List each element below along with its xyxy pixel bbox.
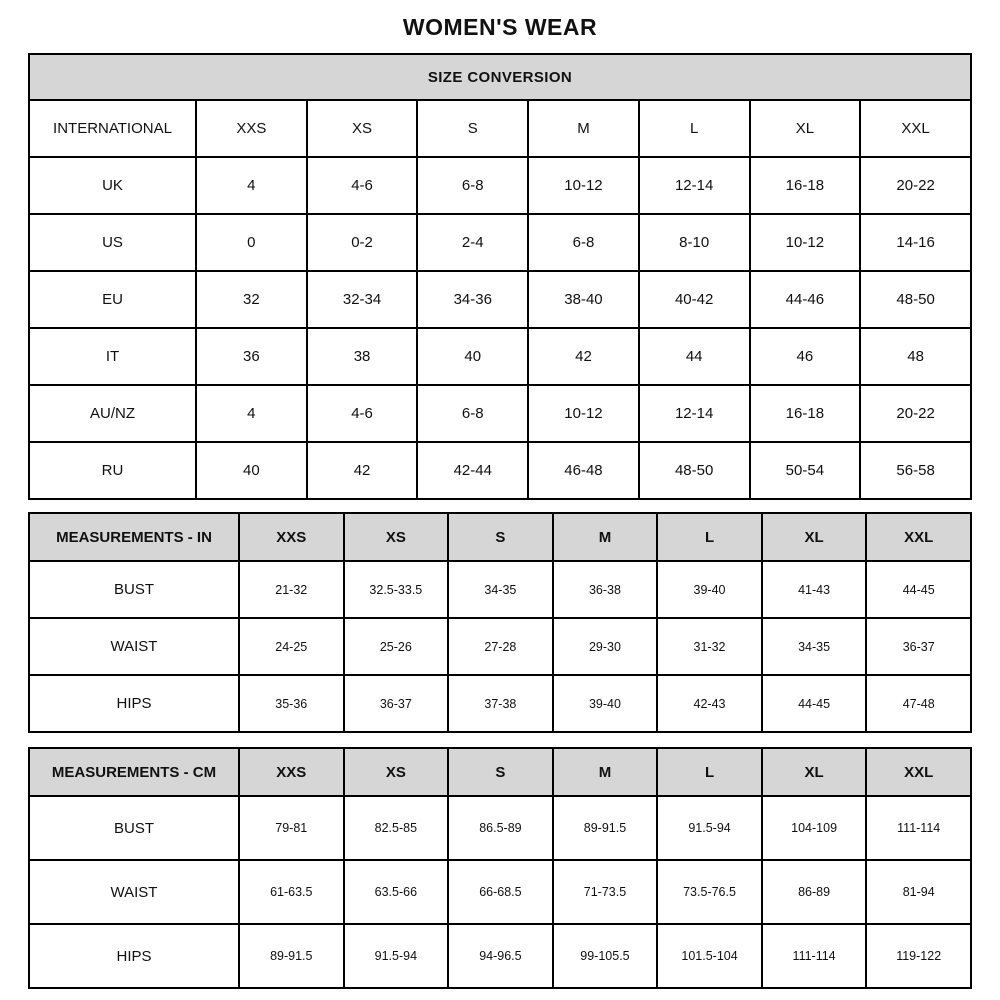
cell-value: 14-16 <box>860 214 971 271</box>
table-title-row <box>29 54 971 100</box>
cell-value: 38-40 <box>528 271 639 328</box>
cell-value: 39-40 <box>657 561 762 618</box>
cell-value: 50-54 <box>750 442 861 499</box>
page-title: WOMEN'S WEAR <box>402 14 598 40</box>
size-header: XXS <box>239 513 344 561</box>
cell-value: 10-12 <box>750 214 861 271</box>
size-header: L <box>657 513 762 561</box>
cell-value: 20-22 <box>860 157 971 214</box>
cell-value: 0-2 <box>307 214 418 271</box>
cell-value: 44-45 <box>866 561 971 618</box>
cell-value: 34-35 <box>762 618 867 675</box>
cell-value: 38 <box>307 328 418 385</box>
row-label: WAIST <box>29 860 239 924</box>
cell-value: 16-18 <box>750 157 861 214</box>
measurements-cm-header-row <box>29 748 971 796</box>
cell-value: 44-46 <box>750 271 861 328</box>
cell-value: 0 <box>196 214 307 271</box>
cell-value: 61-63.5 <box>239 860 344 924</box>
table-row <box>29 328 971 385</box>
column-header: XS <box>307 100 418 157</box>
cell-value: 119-122 <box>866 924 971 988</box>
row-label: IT <box>29 328 196 385</box>
cell-value: 31-32 <box>657 618 762 675</box>
cell-value: 82.5-85 <box>344 796 449 860</box>
cell-value: 6-8 <box>528 214 639 271</box>
size-guide-page <box>28 0 972 989</box>
cell-value: 29-30 <box>553 618 658 675</box>
cell-value: 63.5-66 <box>344 860 449 924</box>
cell-value: 46 <box>750 328 861 385</box>
cell-value: 48-50 <box>639 442 750 499</box>
row-label: UK <box>29 157 196 214</box>
cell-value: 73.5-76.5 <box>657 860 762 924</box>
cell-value: 39-40 <box>553 675 658 732</box>
cell-value: 4 <box>196 157 307 214</box>
row-label: HIPS <box>29 924 239 988</box>
row-label: RU <box>29 442 196 499</box>
cell-value: 32-34 <box>307 271 418 328</box>
size-header: XL <box>762 513 867 561</box>
table-row <box>29 796 971 860</box>
row-label: US <box>29 214 196 271</box>
row-label: EU <box>29 271 196 328</box>
cell-value: 101.5-104 <box>657 924 762 988</box>
cell-value: 89-91.5 <box>553 796 658 860</box>
row-label: WAIST <box>29 618 239 675</box>
cell-value: 12-14 <box>639 157 750 214</box>
cell-value: 40-42 <box>639 271 750 328</box>
measurements-cm-title: MEASUREMENTS - CM <box>29 748 239 796</box>
table-row <box>29 442 971 499</box>
table-row <box>29 675 971 732</box>
size-conversion-table <box>28 53 972 500</box>
table-row <box>29 157 971 214</box>
measurements-in-title: MEASUREMENTS - IN <box>29 513 239 561</box>
cell-value: 20-22 <box>860 385 971 442</box>
size-header: XS <box>344 513 449 561</box>
table-row <box>29 618 971 675</box>
cell-value: 16-18 <box>750 385 861 442</box>
cell-value: 111-114 <box>866 796 971 860</box>
cell-value: 81-94 <box>866 860 971 924</box>
column-header: M <box>528 100 639 157</box>
cell-value: 86.5-89 <box>448 796 553 860</box>
cell-value: 44-45 <box>762 675 867 732</box>
cell-value: 10-12 <box>528 157 639 214</box>
cell-value: 32 <box>196 271 307 328</box>
column-header: L <box>639 100 750 157</box>
table-row <box>29 214 971 271</box>
measurements-in-body <box>29 561 971 732</box>
cell-value: 44 <box>639 328 750 385</box>
measurements-in-header-row <box>29 513 971 561</box>
measurements-cm-table <box>28 747 972 989</box>
row-label: HIPS <box>29 675 239 732</box>
cell-value: 42-44 <box>417 442 528 499</box>
size-header: S <box>448 748 553 796</box>
column-header: S <box>417 100 528 157</box>
cell-value: 8-10 <box>639 214 750 271</box>
cell-value: 48-50 <box>860 271 971 328</box>
cell-value: 91.5-94 <box>344 924 449 988</box>
table-row <box>29 271 971 328</box>
cell-value: 10-12 <box>528 385 639 442</box>
cell-value: 86-89 <box>762 860 867 924</box>
row-label: AU/NZ <box>29 385 196 442</box>
cell-value: 89-91.5 <box>239 924 344 988</box>
cell-value: 4 <box>196 385 307 442</box>
cell-value: 24-25 <box>239 618 344 675</box>
cell-value: 42-43 <box>657 675 762 732</box>
cell-value: 94-96.5 <box>448 924 553 988</box>
cell-value: 42 <box>528 328 639 385</box>
measurements-in-table <box>28 512 972 733</box>
cell-value: 34-35 <box>448 561 553 618</box>
table-row <box>29 385 971 442</box>
cell-value: 41-43 <box>762 561 867 618</box>
cell-value: 34-36 <box>417 271 528 328</box>
cell-value: 48 <box>860 328 971 385</box>
cell-value: 6-8 <box>417 385 528 442</box>
column-header: INTERNATIONAL <box>29 100 196 157</box>
size-header: XXL <box>866 513 971 561</box>
size-header: XXL <box>866 748 971 796</box>
size-header: L <box>657 748 762 796</box>
cell-value: 36-37 <box>866 618 971 675</box>
cell-value: 36-38 <box>553 561 658 618</box>
size-header: XXS <box>239 748 344 796</box>
cell-value: 111-114 <box>762 924 867 988</box>
cell-value: 21-32 <box>239 561 344 618</box>
cell-value: 27-28 <box>448 618 553 675</box>
cell-value: 12-14 <box>639 385 750 442</box>
cell-value: 79-81 <box>239 796 344 860</box>
size-header: XS <box>344 748 449 796</box>
size-conversion-body <box>29 157 971 499</box>
cell-value: 35-36 <box>239 675 344 732</box>
cell-value: 71-73.5 <box>553 860 658 924</box>
cell-value: 46-48 <box>528 442 639 499</box>
size-conversion-title: SIZE CONVERSION <box>29 54 971 100</box>
cell-value: 4-6 <box>307 157 418 214</box>
cell-value: 99-105.5 <box>553 924 658 988</box>
cell-value: 36 <box>196 328 307 385</box>
column-header: XXL <box>860 100 971 157</box>
size-header: M <box>553 513 658 561</box>
cell-value: 40 <box>196 442 307 499</box>
table-row <box>29 561 971 618</box>
row-label: BUST <box>29 561 239 618</box>
size-header: XL <box>762 748 867 796</box>
cell-value: 2-4 <box>417 214 528 271</box>
cell-value: 37-38 <box>448 675 553 732</box>
cell-value: 56-58 <box>860 442 971 499</box>
measurements-cm-body <box>29 796 971 988</box>
cell-value: 32.5-33.5 <box>344 561 449 618</box>
size-header: M <box>553 748 658 796</box>
cell-value: 4-6 <box>307 385 418 442</box>
column-header-row <box>29 100 971 157</box>
cell-value: 25-26 <box>344 618 449 675</box>
cell-value: 91.5-94 <box>657 796 762 860</box>
column-header: XXS <box>196 100 307 157</box>
cell-value: 42 <box>307 442 418 499</box>
cell-value: 66-68.5 <box>448 860 553 924</box>
cell-value: 40 <box>417 328 528 385</box>
table-row <box>29 860 971 924</box>
table-row <box>29 924 971 988</box>
cell-value: 47-48 <box>866 675 971 732</box>
cell-value: 104-109 <box>762 796 867 860</box>
cell-value: 36-37 <box>344 675 449 732</box>
size-header: S <box>448 513 553 561</box>
cell-value: 6-8 <box>417 157 528 214</box>
row-label: BUST <box>29 796 239 860</box>
column-header: XL <box>750 100 861 157</box>
